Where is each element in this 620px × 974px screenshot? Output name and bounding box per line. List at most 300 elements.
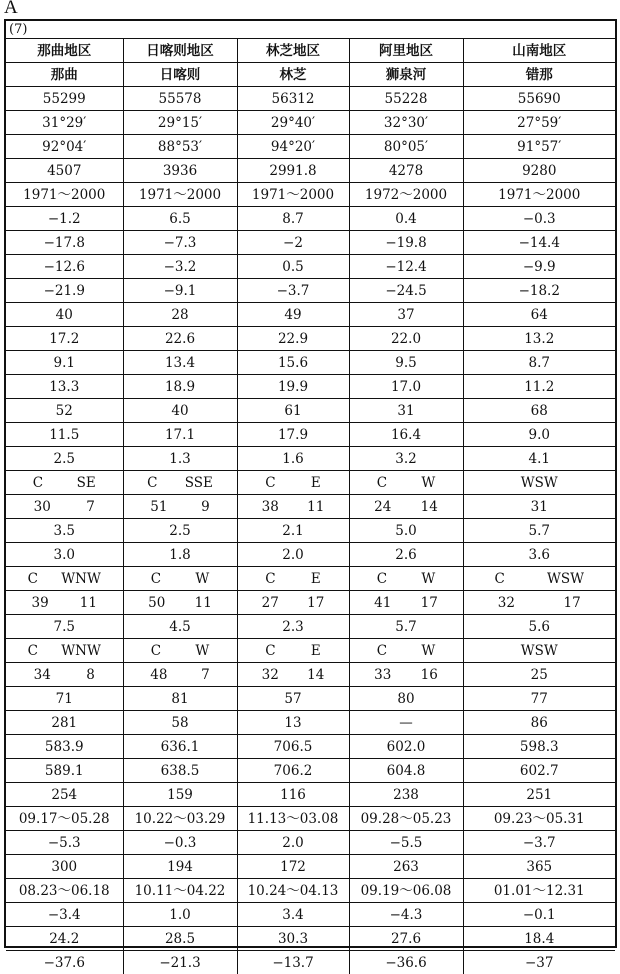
data-cell: 29°15′ [123, 111, 237, 135]
paired-value: 16 [421, 664, 438, 686]
data-cell: 71 [6, 687, 123, 711]
data-cell: −12.4 [349, 255, 463, 279]
data-row [6, 303, 615, 327]
data-cell: −18.2 [463, 279, 615, 303]
data-cell: 194 [123, 855, 237, 879]
data-row [6, 735, 615, 759]
data-row [6, 855, 615, 879]
data-cell: 706.2 [237, 759, 349, 783]
data-cell: 1.6 [237, 447, 349, 471]
paired-value: 14 [421, 496, 438, 518]
data-cell: 300 [6, 855, 123, 879]
data-cell: 602.7 [463, 759, 615, 783]
data-row [6, 927, 615, 951]
data-row [6, 111, 615, 135]
paired-values [124, 664, 237, 686]
data-cell: 238 [349, 783, 463, 807]
data-cell: 88°53′ [123, 135, 237, 159]
paired-values [6, 640, 123, 662]
data-cell: 1971～2000 [237, 183, 349, 207]
paired-value: 51 [150, 496, 167, 518]
paired-value: 32 [262, 664, 279, 686]
paired-value: 11 [307, 496, 324, 518]
region-header: 日喀则地区 [123, 39, 237, 63]
data-cell: 55299 [6, 87, 123, 111]
data-cell: 17.1 [123, 423, 237, 447]
data-row [6, 471, 615, 495]
data-cell: 32°30′ [349, 111, 463, 135]
data-cell: 638.5 [123, 759, 237, 783]
paired-value: C [265, 640, 275, 662]
paired-values [124, 640, 237, 662]
paired-values [238, 496, 349, 518]
data-cell [463, 567, 615, 591]
paired-value: 11 [195, 592, 212, 614]
paired-value: 30 [34, 496, 51, 518]
paired-value: WSW [547, 568, 584, 590]
data-cell: 92°04′ [6, 135, 123, 159]
data-cell [349, 471, 463, 495]
data-cell: 5.0 [349, 519, 463, 543]
paired-values [238, 568, 349, 590]
data-cell: −21.9 [6, 279, 123, 303]
paired-values [238, 472, 349, 494]
data-row [6, 159, 615, 183]
data-cell [123, 567, 237, 591]
paired-value: 7 [86, 496, 95, 518]
corner-label: A [4, 0, 18, 19]
data-cell: 13.3 [6, 375, 123, 399]
data-cell: 5.6 [463, 615, 615, 639]
data-cell [349, 567, 463, 591]
data-row [6, 279, 615, 303]
paired-values [124, 472, 237, 494]
data-cell: 28 [123, 303, 237, 327]
data-cell: 13 [237, 711, 349, 735]
paired-values [6, 592, 123, 614]
data-cell: −12.6 [6, 255, 123, 279]
data-cell: 706.5 [237, 735, 349, 759]
data-cell: 30.3 [237, 927, 349, 951]
data-row [6, 447, 615, 471]
data-cell: 1972～2000 [349, 183, 463, 207]
data-row [6, 639, 615, 663]
data-cell: 08.23～06.18 [6, 879, 123, 903]
paired-value: E [311, 568, 321, 590]
data-row [6, 591, 615, 615]
data-cell: 254 [6, 783, 123, 807]
data-cell: −13.7 [237, 951, 349, 974]
data-cell: 116 [237, 783, 349, 807]
paired-values [238, 640, 349, 662]
data-cell: 24.2 [6, 927, 123, 951]
climate-data-table [4, 19, 617, 948]
data-cell: 77 [463, 687, 615, 711]
data-cell: −4.3 [349, 903, 463, 927]
data-cell: 28.5 [123, 927, 237, 951]
data-cell: 602.0 [349, 735, 463, 759]
data-cell: 22.6 [123, 327, 237, 351]
data-cell [123, 495, 237, 519]
paired-value: C [265, 568, 275, 590]
data-row [6, 351, 615, 375]
data-cell: 11.2 [463, 375, 615, 399]
data-cell: 40 [123, 399, 237, 423]
paired-values [124, 592, 237, 614]
data-cell: −2 [237, 231, 349, 255]
station-header: 错那 [463, 63, 615, 87]
data-cell: 589.1 [6, 759, 123, 783]
paired-value: 32 [498, 592, 515, 614]
region-header-row [6, 39, 615, 63]
data-row [6, 519, 615, 543]
data-cell [237, 663, 349, 687]
data-cell: 13.4 [123, 351, 237, 375]
paired-value: W [195, 568, 209, 590]
paired-value: C [377, 472, 387, 494]
data-cell: 251 [463, 783, 615, 807]
data-cell [237, 495, 349, 519]
paired-value: 27 [262, 592, 279, 614]
station-header-row [6, 63, 615, 87]
data-cell: 09.28～05.23 [349, 807, 463, 831]
data-cell: 37 [349, 303, 463, 327]
paired-value: 48 [150, 664, 167, 686]
paired-value: 17 [307, 592, 324, 614]
data-cell: 94°20′ [237, 135, 349, 159]
paired-value: C [33, 472, 43, 494]
data-cell: −0.1 [463, 903, 615, 927]
paired-values [350, 496, 463, 518]
data-cell: 29°40′ [237, 111, 349, 135]
data-cell: −1.2 [6, 207, 123, 231]
paired-value: 7 [201, 664, 210, 686]
data-cell [349, 495, 463, 519]
data-cell: 56312 [237, 87, 349, 111]
paired-values [464, 568, 616, 590]
data-cell: −14.4 [463, 231, 615, 255]
data-cell [123, 591, 237, 615]
data-cell: 17.2 [6, 327, 123, 351]
data-cell [6, 471, 123, 495]
data-cell [6, 567, 123, 591]
paired-value: W [195, 640, 209, 662]
data-cell: 19.9 [237, 375, 349, 399]
data-cell: 9280 [463, 159, 615, 183]
paired-values [6, 472, 123, 494]
data-cell: 8.7 [463, 351, 615, 375]
paired-value: W [421, 640, 435, 662]
data-cell: 1971～2000 [123, 183, 237, 207]
data-cell: 15.6 [237, 351, 349, 375]
data-cell: −7.3 [123, 231, 237, 255]
data-cell [123, 471, 237, 495]
data-cell [6, 495, 123, 519]
data-cell: 68 [463, 399, 615, 423]
paired-value: 8 [86, 664, 95, 686]
data-cell: 49 [237, 303, 349, 327]
paired-value: C [495, 568, 505, 590]
paired-value: WNW [61, 568, 101, 590]
data-cell [6, 639, 123, 663]
data-row [6, 783, 615, 807]
data-cell: 583.9 [6, 735, 123, 759]
data-cell: −3.2 [123, 255, 237, 279]
data-cell: 159 [123, 783, 237, 807]
data-cell: 8.7 [237, 207, 349, 231]
data-cell: 61 [237, 399, 349, 423]
data-cell: — [349, 711, 463, 735]
data-cell: 09.19～06.08 [349, 879, 463, 903]
data-cell: 3.5 [6, 519, 123, 543]
data-cell [349, 663, 463, 687]
data-cell: 3.4 [237, 903, 349, 927]
paired-value: E [311, 640, 321, 662]
data-cell: 172 [237, 855, 349, 879]
data-row [6, 135, 615, 159]
paired-value: WNW [61, 640, 101, 662]
paired-value: 14 [307, 664, 324, 686]
paired-value: 41 [374, 592, 391, 614]
data-cell: 55690 [463, 87, 615, 111]
data-row [6, 711, 615, 735]
data-cell: 10.24～04.13 [237, 879, 349, 903]
data-cell: 9.1 [6, 351, 123, 375]
paired-values [350, 664, 463, 686]
data-row [6, 543, 615, 567]
paired-value: 17 [564, 592, 581, 614]
paired-value: 34 [34, 664, 51, 686]
paired-values [350, 592, 463, 614]
paired-values [6, 664, 123, 686]
data-cell [349, 591, 463, 615]
station-header: 狮泉河 [349, 63, 463, 87]
paired-value: 38 [262, 496, 279, 518]
paired-value: C [28, 568, 38, 590]
station-header: 林芝 [237, 63, 349, 87]
data-cell: 18.9 [123, 375, 237, 399]
data-row [6, 879, 615, 903]
region-header: 那曲地区 [6, 39, 123, 63]
paired-value: W [421, 568, 435, 590]
data-cell: −3.4 [6, 903, 123, 927]
paired-value: 11 [80, 592, 97, 614]
data-row [6, 495, 615, 519]
data-row [6, 567, 615, 591]
data-row [6, 375, 615, 399]
data-cell: 10.11～04.22 [123, 879, 237, 903]
data-row [6, 807, 615, 831]
data-row [6, 615, 615, 639]
paired-value: C [265, 472, 275, 494]
data-cell: 25 [463, 663, 615, 687]
data-cell: 3.6 [463, 543, 615, 567]
paired-value: C [151, 568, 161, 590]
data-cell: 64 [463, 303, 615, 327]
paired-values [238, 592, 349, 614]
data-cell: 604.8 [349, 759, 463, 783]
data-cell [463, 591, 615, 615]
data-cell: −37.6 [6, 951, 123, 974]
data-cell: 27°59′ [463, 111, 615, 135]
data-cell: 11.13～03.08 [237, 807, 349, 831]
data-cell: 4.1 [463, 447, 615, 471]
data-cell: 9.0 [463, 423, 615, 447]
data-cell [237, 591, 349, 615]
data-cell: −0.3 [463, 207, 615, 231]
data-cell: 10.22～03.29 [123, 807, 237, 831]
data-row [6, 255, 615, 279]
region-header: 山南地区 [463, 39, 615, 63]
data-cell: 1.8 [123, 543, 237, 567]
data-cell: 2.6 [349, 543, 463, 567]
data-cell: 365 [463, 855, 615, 879]
data-cell [123, 639, 237, 663]
data-cell: 1.0 [123, 903, 237, 927]
data-cell: 81 [123, 687, 237, 711]
data-cell: 263 [349, 855, 463, 879]
data-cell: 11.5 [6, 423, 123, 447]
data-cell: 09.17～05.28 [6, 807, 123, 831]
data-cell: −36.6 [349, 951, 463, 974]
paired-values [464, 592, 616, 614]
data-cell [123, 663, 237, 687]
data-cell: 52 [6, 399, 123, 423]
data-cell: 598.3 [463, 735, 615, 759]
data-row [6, 951, 615, 974]
data-cell: 4.5 [123, 615, 237, 639]
region-header: 林芝地区 [237, 39, 349, 63]
data-cell: 09.23～05.31 [463, 807, 615, 831]
data-cell: 2.0 [237, 543, 349, 567]
data-cell: 27.6 [349, 927, 463, 951]
data-cell: 18.4 [463, 927, 615, 951]
data-cell: 22.9 [237, 327, 349, 351]
data-cell: 57 [237, 687, 349, 711]
data-cell: 281 [6, 711, 123, 735]
region-header: 阿里地区 [349, 39, 463, 63]
data-cell: −19.8 [349, 231, 463, 255]
paired-values [124, 568, 237, 590]
data-row [6, 663, 615, 687]
data-cell: 2.1 [237, 519, 349, 543]
data-row [6, 399, 615, 423]
data-cell: 6.5 [123, 207, 237, 231]
data-cell: 1971～2000 [6, 183, 123, 207]
paired-value: E [311, 472, 321, 494]
station-header: 那曲 [6, 63, 123, 87]
data-cell: 5.7 [463, 519, 615, 543]
data-cell: −17.8 [6, 231, 123, 255]
data-cell: 0.5 [237, 255, 349, 279]
data-cell: 0.4 [349, 207, 463, 231]
data-cell: WSW [463, 639, 615, 663]
data-cell: 636.1 [123, 735, 237, 759]
data-cell: −5.5 [349, 831, 463, 855]
data-cell [6, 663, 123, 687]
data-cell: 40 [6, 303, 123, 327]
data-cell: 4507 [6, 159, 123, 183]
data-cell: 4278 [349, 159, 463, 183]
data-row [6, 231, 615, 255]
data-cell: 91°57′ [463, 135, 615, 159]
data-cell: 7.5 [6, 615, 123, 639]
data-cell [237, 639, 349, 663]
data-cell: −37 [463, 951, 615, 974]
paired-value: 17 [421, 592, 438, 614]
section-label: (7) [6, 21, 615, 39]
data-row [6, 831, 615, 855]
paired-values [6, 496, 123, 518]
data-cell: 5.7 [349, 615, 463, 639]
data-cell [6, 591, 123, 615]
paired-value: C [377, 568, 387, 590]
data-row [6, 183, 615, 207]
data-row [6, 327, 615, 351]
data-cell: 86 [463, 711, 615, 735]
data-cell [349, 639, 463, 663]
paired-value: 9 [201, 496, 210, 518]
data-cell: 13.2 [463, 327, 615, 351]
data-cell: 2.5 [6, 447, 123, 471]
data-cell: −9.9 [463, 255, 615, 279]
data-cell: 2.0 [237, 831, 349, 855]
data-cell: 3936 [123, 159, 237, 183]
data-cell: 31°29′ [6, 111, 123, 135]
data-cell: −3.7 [237, 279, 349, 303]
paired-values [124, 496, 237, 518]
data-cell: 31 [463, 495, 615, 519]
data-cell: −24.5 [349, 279, 463, 303]
data-row [6, 903, 615, 927]
data-cell: 31 [349, 399, 463, 423]
data-cell: 2.5 [123, 519, 237, 543]
data-cell: 22.0 [349, 327, 463, 351]
paired-value: C [28, 640, 38, 662]
paired-value: C [151, 640, 161, 662]
data-cell: 9.5 [349, 351, 463, 375]
data-row [6, 687, 615, 711]
paired-value: SE [77, 472, 96, 494]
paired-values [6, 568, 123, 590]
data-cell: 55228 [349, 87, 463, 111]
data-cell: 3.0 [6, 543, 123, 567]
paired-values [350, 472, 463, 494]
data-cell: 3.2 [349, 447, 463, 471]
data-cell: 80 [349, 687, 463, 711]
data-cell: 01.01～12.31 [463, 879, 615, 903]
paired-value: C [377, 640, 387, 662]
station-table [6, 39, 615, 974]
data-cell: 16.4 [349, 423, 463, 447]
paired-values [238, 664, 349, 686]
station-header: 日喀则 [123, 63, 237, 87]
paired-value: SSE [185, 472, 213, 494]
data-cell: 58 [123, 711, 237, 735]
data-cell: 17.0 [349, 375, 463, 399]
data-cell: −0.3 [123, 831, 237, 855]
paired-values [350, 568, 463, 590]
paired-value: 33 [374, 664, 391, 686]
data-row [6, 759, 615, 783]
data-cell: 2.3 [237, 615, 349, 639]
paired-value: W [421, 472, 435, 494]
paired-value: C [147, 472, 157, 494]
data-cell [237, 567, 349, 591]
paired-value: 50 [148, 592, 165, 614]
data-cell: 17.9 [237, 423, 349, 447]
data-cell: 1971～2000 [463, 183, 615, 207]
